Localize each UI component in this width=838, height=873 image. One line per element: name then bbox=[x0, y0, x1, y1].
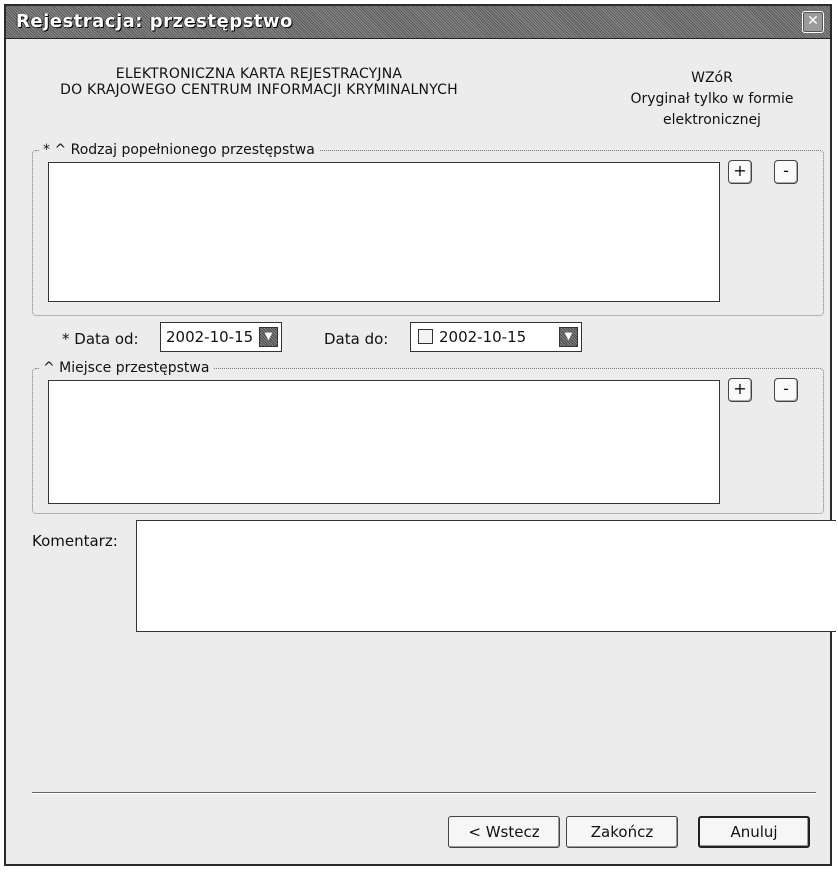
add-place-button[interactable]: + bbox=[728, 378, 752, 402]
date-to-label: Data do: bbox=[324, 330, 389, 348]
form-header-title bbox=[34, 66, 484, 98]
footer-divider bbox=[32, 792, 816, 794]
chevron-down-icon[interactable]: ▼ bbox=[259, 327, 278, 347]
crime-place-list[interactable] bbox=[48, 380, 720, 504]
title-bar[interactable] bbox=[6, 6, 830, 39]
date-to-value: 2002-10-15 bbox=[439, 328, 527, 346]
back-button-label: < Wstecz bbox=[468, 823, 540, 841]
date-from-label: * Data od: bbox=[62, 330, 139, 348]
crime-type-list[interactable] bbox=[48, 162, 720, 302]
cancel-button[interactable]: Anuluj bbox=[698, 816, 810, 848]
remove-place-button[interactable]: - bbox=[774, 378, 798, 402]
form-header-line-1: ELEKTRONICZNA KARTA REJESTRACYJNA bbox=[115, 66, 403, 82]
date-from-field[interactable] bbox=[160, 322, 282, 352]
date-to-checkbox[interactable] bbox=[418, 329, 433, 344]
crime-type-legend: * ^ Rodzaj popełnionego przestępstwa bbox=[39, 142, 319, 158]
sample-note-line-2: elektronicznej bbox=[663, 112, 761, 128]
form-sample-note bbox=[612, 68, 812, 131]
sample-note-line-1: Oryginał tylko w formie bbox=[630, 91, 794, 107]
back-button[interactable] bbox=[448, 816, 560, 848]
comment-field[interactable] bbox=[136, 520, 836, 632]
date-to-field[interactable] bbox=[410, 322, 582, 352]
sample-label: WZóR bbox=[691, 70, 733, 86]
chevron-down-icon[interactable]: ▼ bbox=[559, 327, 578, 347]
finish-button[interactable]: Zakończ bbox=[566, 816, 678, 848]
close-icon[interactable]: ✕ bbox=[802, 11, 824, 33]
crime-place-legend: ^ Miejsce przestępstwa bbox=[39, 360, 213, 376]
registration-dialog bbox=[4, 4, 832, 866]
comment-label: Komentarz: bbox=[32, 532, 118, 550]
add-crime-type-button[interactable]: + bbox=[728, 160, 752, 184]
window-title: Rejestracja: przestępstwo bbox=[16, 11, 293, 32]
remove-crime-type-button[interactable]: - bbox=[774, 160, 798, 184]
date-from-value: 2002-10-15 bbox=[166, 328, 254, 346]
form-header-line-2: DO KRAJOWEGO CENTRUM INFORMACJI KRYMINALNYCH bbox=[60, 82, 458, 98]
